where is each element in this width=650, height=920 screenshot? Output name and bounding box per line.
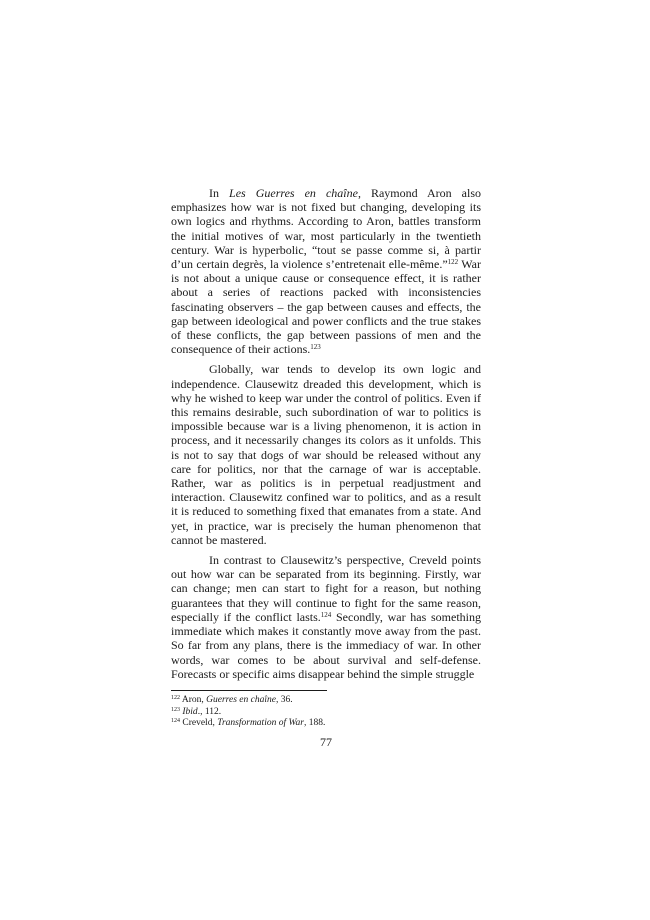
italic-text: Ibid <box>182 706 198 717</box>
footnote-text <box>180 695 293 705</box>
footnote-reference: 123 <box>310 343 321 352</box>
paragraph <box>171 362 481 547</box>
italic-text: Transformation of War <box>217 718 304 728</box>
text-run: Aron, <box>180 695 207 705</box>
body-text <box>171 186 481 681</box>
footnote-number: 124 <box>171 718 180 724</box>
footnote <box>171 695 481 707</box>
text-run: Secondly, war has something immediate which makes it constantly move away from the past. So far from any plans, there is the immediacy of war. In other words, war comes to be about survival and self-defense. Forecasts or specific aims disappear behind the simple struggle <box>171 609 481 681</box>
footnote <box>171 718 481 730</box>
footnote-reference: 124 <box>320 610 332 619</box>
footnote-text <box>180 718 325 728</box>
footnote-reference: 122 <box>447 258 459 267</box>
footnote-number: 123 <box>171 706 180 713</box>
text-run: , 36. <box>275 695 293 705</box>
footnote-text <box>180 707 221 717</box>
italic-text: Guerres en chaîne <box>206 695 276 705</box>
text-run: Globally, war tends to develop its own logic and independence. Clausewitz dreaded this development, which is why he wished to keep war under the control of politics. Even if this remains desirable, such subordination of war to politics is impossible because war is a living phenomenon, it is action in process, and it necessarily changes its colors as it unfolds. This is not to say that dogs of war should be released without any care for politics, nor that the carnage of war is acceptable. Rather, war as politics is in perpetual readjustment and interaction. Clausewitz confined war to politics, and as a result it is reduced to something fixed that emanates from a state. And yet, in practice, war is precisely the human phenomenon that cannot be mastered. <box>171 362 481 547</box>
footnotes <box>171 695 481 730</box>
text-run: , 188. <box>303 718 326 728</box>
footnote-number: 122 <box>171 695 180 701</box>
page-number: 77 <box>320 735 332 749</box>
footnote <box>171 707 481 719</box>
text-run: In contrast to Clausewitz’s perspective, Creveld points out how war can be separated from its beginning. Firstly, war can change; men can start to fight for a reason, but nothing guarantees that they will continue to fight for the same reason, especially if the conflict lasts. <box>171 553 481 624</box>
italic-text: Les Guerres en chaîne <box>229 186 358 200</box>
paragraph <box>171 553 481 681</box>
text-run: Creveld, <box>180 718 218 728</box>
text-run: War is not about a unique cause or consequence effect, it is rather about a series of reactions packed with inconsistencies fascinating observers – the gap between causes and effects, the gap between ideological and power conflicts and the true stakes of these conflicts, the gap between passions of men and the consequence of their actions. <box>171 257 481 357</box>
paragraph <box>171 186 481 356</box>
text-run: In <box>209 186 230 200</box>
text-run: ., 112. <box>197 706 222 717</box>
footnote-separator <box>171 690 327 691</box>
text-run: , Raymond Aron also emphasizes how war is not fixed but changing, developing its own logics and rhythms. According to Aron, battles transform the initial motives of war, most particularly in the twentieth century. War is hyperbolic, “tout se passe comme si, à partir d’un certain degrès, la violence s’entretenait elle-même.” <box>171 186 481 272</box>
